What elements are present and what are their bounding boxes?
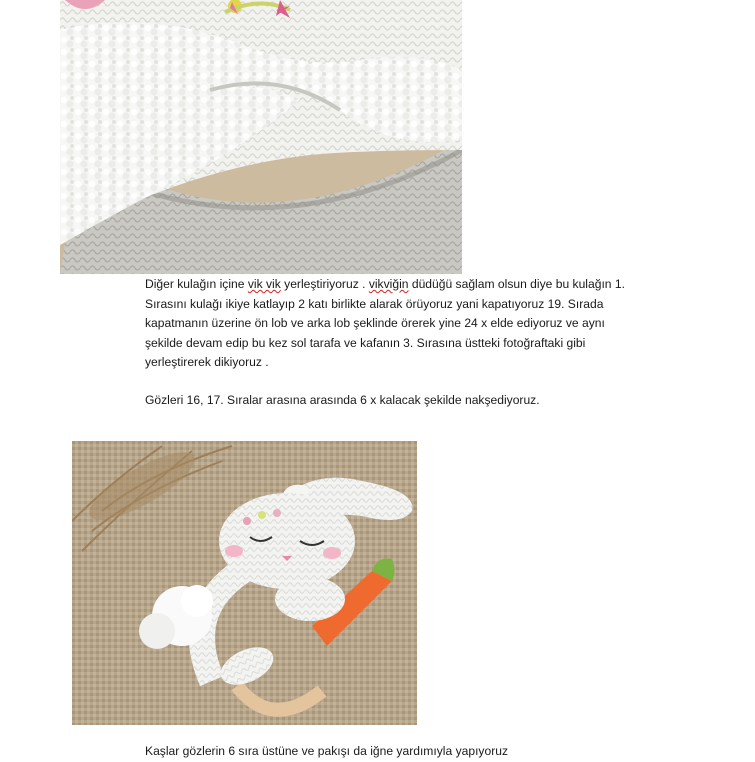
- text-line: kapatmanın üzerine ön lob ve arka lob şeklinde örerek yine 24 x elde ediyoruz ve aynı: [145, 316, 605, 331]
- text-line: Sırasını kulağı ikiye katlayıp 2 katı birlikte alarak örüyoruz yani kapatıyoruz 19. Sırada: [145, 296, 604, 311]
- text-line: Diğer kulağın içine vik vik yerleştiriyoruz . vikviğin düdüğü sağlam olsun diye bu kulağın 1.: [145, 277, 625, 291]
- crochet-ear-closeup-photo: [60, 0, 462, 274]
- instruction-paragraph-ears: [145, 275, 705, 373]
- instruction-paragraph-eyebrows: [145, 742, 705, 762]
- text-line: yerleştirerek dikiyoruz .: [145, 355, 269, 370]
- spellcheck-word: vik vik: [247, 277, 281, 291]
- text-line: şekilde devam edip bu kez sol tarafa ve kafanın 3. Sırasına üstteki fotoğraftaki gibi: [145, 335, 586, 350]
- text-line: Kaşlar gözlerin 6 sıra üstüne ve pakışı da iğne yardımıyla yapıyoruz: [145, 744, 508, 758]
- text-line: Gözleri 16, 17. Sıralar arasına arasında 6 x kalacak şekilde nakşediyoruz.: [145, 393, 540, 407]
- bunny-rattle-photo: [72, 441, 417, 725]
- instruction-paragraph-eyes: [145, 391, 705, 411]
- spellcheck-word: vikviğin: [368, 277, 409, 291]
